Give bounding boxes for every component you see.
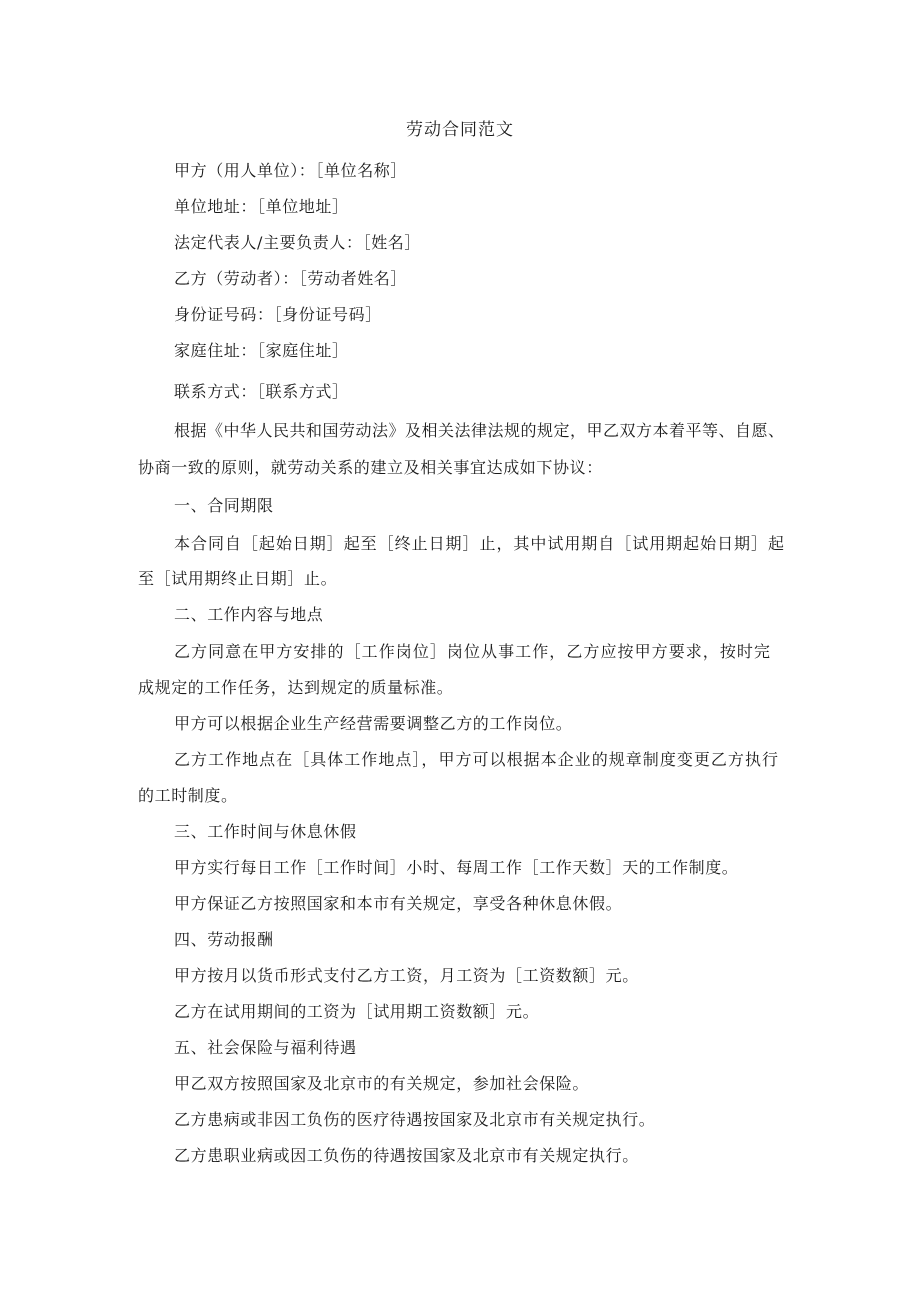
section-3-line-2: 甲方保证乙方按照国家和本市有关规定，享受各种休息休假。: [174, 894, 623, 913]
section-1-heading: 一、合同期限: [174, 496, 274, 515]
preamble-line-1: 根据《中华人民共和国劳动法》及相关法律法规的规定，甲乙双方本着平等、自愿、: [174, 421, 784, 440]
section-1-line-1: 本合同自［起始日期］起至［终止日期］止，其中试用期自［试用期起始日期］起: [174, 534, 784, 553]
section-1-line-2: 至［试用期终止日期］止。: [138, 569, 338, 588]
section-2-line-2: 成规定的工作任务，达到规定的质量标准。: [138, 678, 454, 697]
party-b-line: 乙方（劳动者）：［劳动者姓名］: [174, 269, 408, 288]
section-2-line-5: 的工时制度。: [138, 786, 238, 805]
section-2-line-3: 甲方可以根据企业生产经营需要调整乙方的工作岗位。: [174, 714, 573, 733]
contact-line: 联系方式：［联系方式］: [174, 382, 349, 401]
section-4-line-2: 乙方在试用期间的工资为［试用期工资数额］元。: [174, 1002, 540, 1021]
address-line: 单位地址：［单位地址］: [174, 197, 349, 216]
representative-line: 法定代表人/主要负责人：［姓名］: [174, 233, 421, 252]
document-title: 劳动合同范文: [406, 120, 514, 140]
section-4-heading: 四、劳动报酬: [174, 930, 274, 949]
section-5-line-1: 甲乙双方按照国家及北京市的有关规定，参加社会保险。: [174, 1074, 590, 1093]
section-2-heading: 二、工作内容与地点: [174, 605, 324, 624]
section-5-heading: 五、社会保险与福利待遇: [174, 1038, 357, 1057]
section-4-line-1: 甲方按月以货币形式支付乙方工资，月工资为［工资数额］元。: [174, 966, 639, 985]
preamble-line-2: 协商一致的原则，就劳动关系的建立及相关事宜达成如下协议：: [138, 458, 603, 477]
section-3-heading: 三、工作时间与休息休假: [174, 822, 357, 841]
id-number-line: 身份证号码：［身份证号码］: [174, 305, 382, 324]
section-2-line-1: 乙方同意在甲方安排的［工作岗位］岗位从事工作，乙方应按甲方要求，按时完: [174, 642, 770, 661]
section-5-line-2: 乙方患病或非因工负伤的医疗待遇按国家及北京市有关规定执行。: [174, 1110, 656, 1129]
section-2-line-4: 乙方工作地点在［具体工作地点］，甲方可以根据本企业的规章制度变更乙方执行: [174, 750, 778, 769]
party-a-line: 甲方（用人单位）：［单位名称］: [174, 161, 408, 180]
section-3-line-1: 甲方实行每日工作［工作时间］小时、每周工作［工作天数］天的工作制度。: [174, 858, 739, 877]
home-address-line: 家庭住址：［家庭住址］: [174, 341, 349, 360]
section-5-line-3: 乙方患职业病或因工负伤的待遇按国家及北京市有关规定执行。: [174, 1146, 639, 1165]
